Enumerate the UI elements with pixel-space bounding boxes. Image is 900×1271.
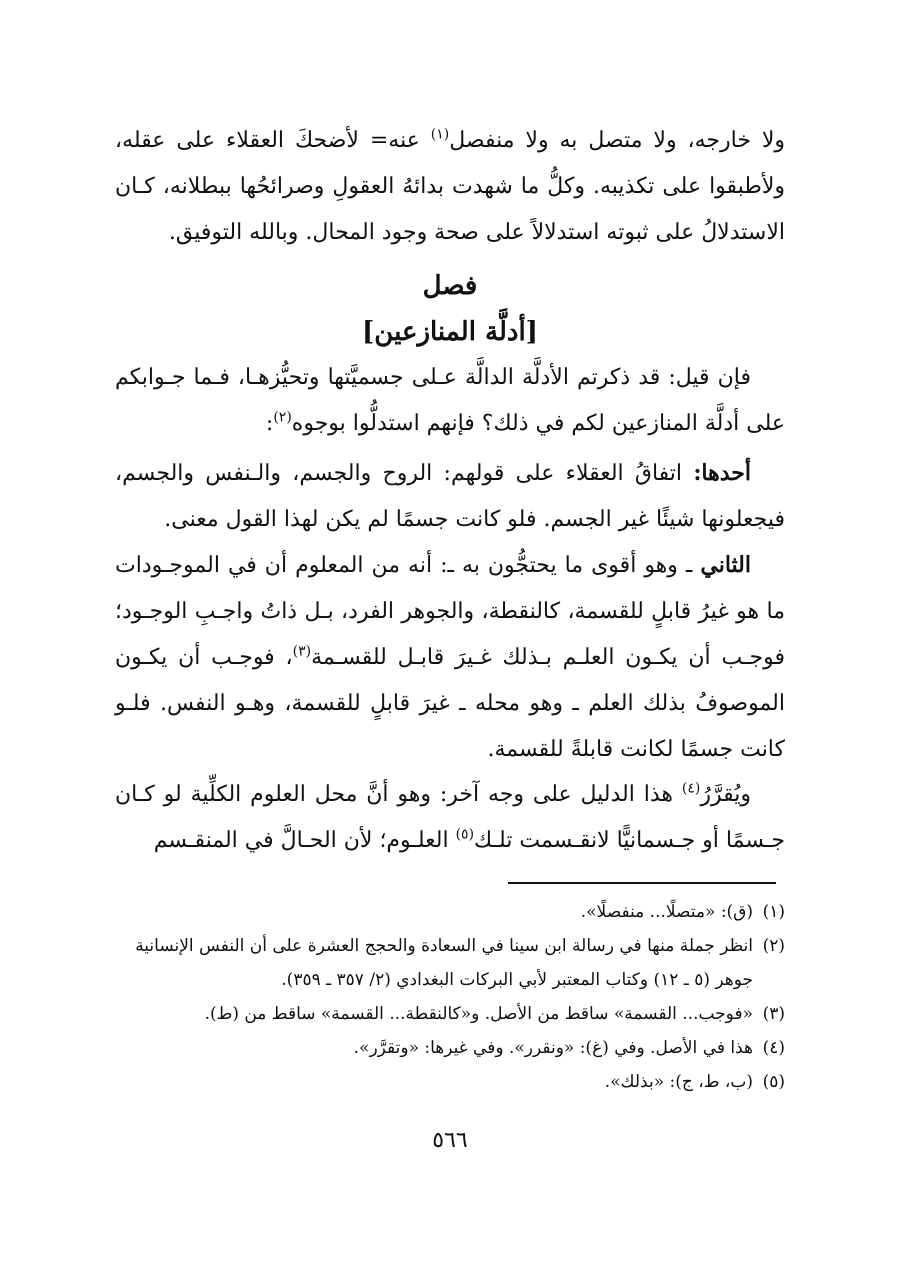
footnote-number: (٤) bbox=[762, 1038, 785, 1058]
section-subtitle: [أدلَّة المنازعين] bbox=[362, 317, 538, 347]
footnote-number: (٣) bbox=[762, 1004, 785, 1024]
page-number: ٥٦٦ bbox=[432, 1128, 468, 1153]
footnote-text: هذا في الأصل. وفي (غ): «ونقرر». وفي غيرها: «وتقرَّر». bbox=[353, 1038, 753, 1058]
footnote-item bbox=[115, 929, 785, 997]
footnote-item bbox=[115, 895, 785, 929]
footnote-text: (ق): «متصلًا... منفصلًا». bbox=[580, 902, 753, 922]
first-argument-paragraph bbox=[115, 450, 785, 543]
footnote-ref-3: (٣) bbox=[292, 643, 312, 660]
third-argument-paragraph bbox=[115, 772, 785, 864]
footnotes bbox=[115, 895, 785, 1099]
second-argument-text: الثاني ـ وهو أقوى ما يحتجُّون به ـ: أنه من المعلوم أن في الموجـودات ما هو غيرُ قابلٍ للقسمة، كالنقطة، والجوهر الفرد، بـل ذاتُ واجـبِ الوجـود؛ فوجـب أن يكـون العلـم بـذلك غـيرَ قابـل للقسـمة$^{(٣)}$، فوجـب أن يكـون الموصوفُ بذلك العلم ـ وهو محله ـ غيرَ قابلٍ للقسمة، وهـو النفس. فلـو كانت جسمًا لكانت قابلةً للقسمة. bbox=[115, 552, 785, 762]
footnote-item bbox=[115, 1031, 785, 1065]
first-argument-text: أحدها: اتفاقُ العقلاء على قولهم: الروح والجسم، والـنفس والجسم، فيجعلونها شيئًا غير الجسم. فلو كانت جسمًا لم يكن لهذا القول معنى. bbox=[115, 460, 785, 532]
intro-paragraph bbox=[115, 118, 785, 256]
second-argument-label: الثاني bbox=[700, 552, 751, 578]
second-argument-paragraph bbox=[115, 542, 785, 773]
first-argument-label: أحدها: bbox=[693, 460, 751, 486]
third-argument-text: ويُقرَّرُ$^{(٤)}$ هذا الدليل على وجه آخر: وهو أنَّ محل العلوم الكلِّية لو كـان جـسمًا أو جـسمانيًّا لانقـسمت تلـك$^{(٥)}$ العلـوم؛ لأن الحـالَّ في المنقـسم bbox=[115, 780, 785, 853]
question-text: فإن قيل: قد ذكرتم الأدلَّة الدالَّة عـلى جسميَّتها وتحيُّزهـا، فـما جـوابكم على أدلَّة المنازعين لكم في ذلك؟ فإنهم استدلُّوا بوجوه$^{(٢)}$: bbox=[115, 365, 785, 436]
intro-text: ولا خارجه، ولا متصل به ولا منفصل$^{(١)}$ عنه= لأضحكَ العقلاء على عقله، ولأطبقوا على تكذيبه. وكلُّ ما شهدت بدائهُ العقولِ وصرائحُها ببطلانه، كـان الاستدلالُ على ثبوته استدلالاً على صحة وجود المحال. وبالله التوفيق. bbox=[115, 126, 786, 245]
footnote-item bbox=[115, 997, 785, 1031]
footnote-ref-5: (٥) bbox=[455, 826, 475, 843]
footnote-text: «فوجب... القسمة» ساقط من الأصل. و«كالنقطة... القسمة» ساقط من (ط). bbox=[204, 1004, 753, 1024]
footnote-ref-1: (١) bbox=[430, 126, 450, 143]
section-title: فصل bbox=[422, 271, 478, 301]
footnote-number: (٢) bbox=[762, 936, 785, 956]
footnote-number: (٥) bbox=[762, 1072, 785, 1092]
footnote-text: (ب، ط، ج): «بذلك». bbox=[604, 1072, 753, 1092]
footnote-number: (١) bbox=[762, 902, 785, 922]
footnote-text: انظر جملة منها في رسالة ابن سينا في السعادة والحجج العشرة على أن النفس الإنسانية جوهر (٥ ـ ١٢) وكتاب المعتبر لأبي البركات البغدادي (٢/ ٣٥٧ ـ ٣٥٩). bbox=[135, 936, 753, 990]
question-paragraph bbox=[115, 355, 785, 447]
footnote-separator bbox=[508, 882, 776, 884]
footnote-ref-4: (٤) bbox=[681, 780, 701, 797]
footnote-ref-2: (٢) bbox=[273, 409, 292, 426]
footnote-item bbox=[115, 1065, 785, 1099]
